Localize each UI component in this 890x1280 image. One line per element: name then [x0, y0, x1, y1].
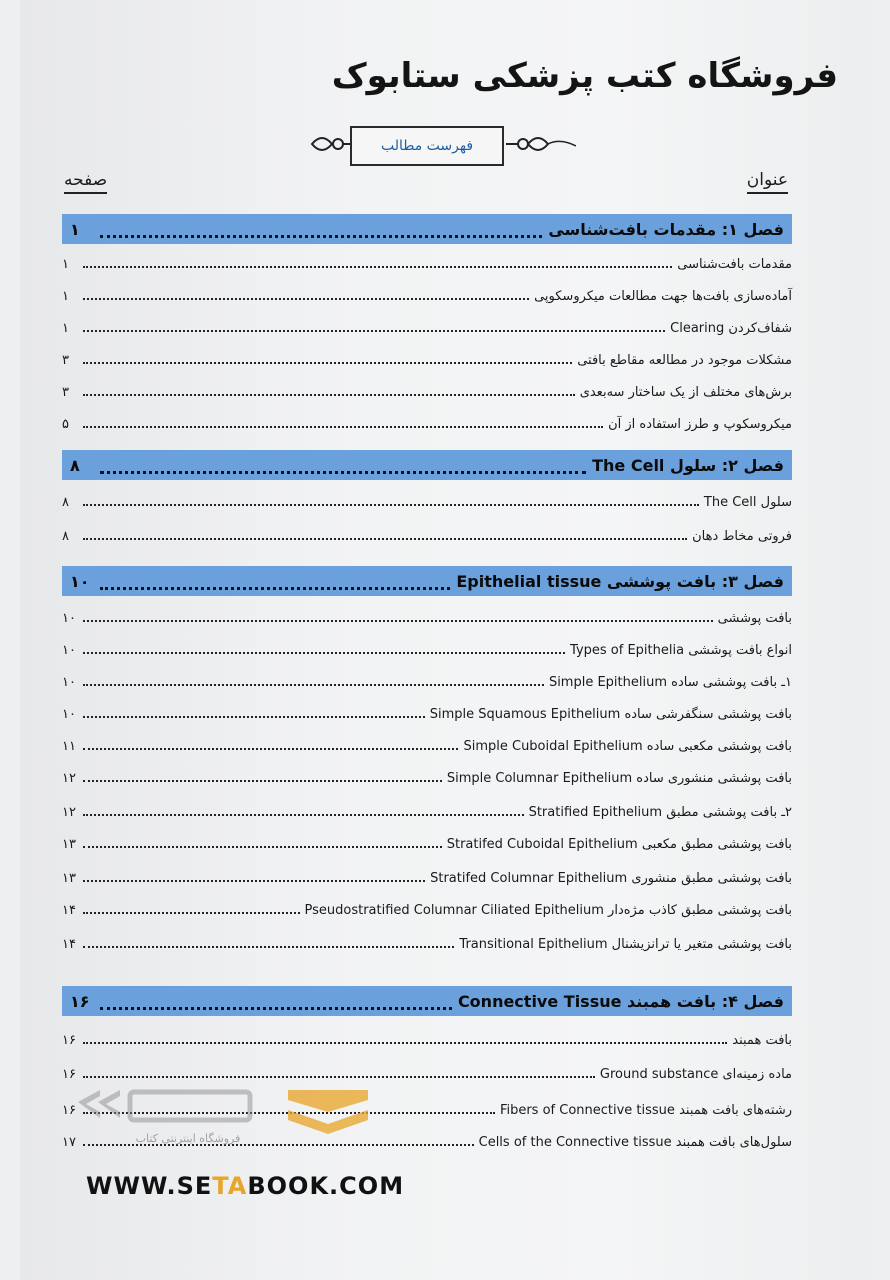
entry-title: بافت پوششی مطبق کاذب مژه‌دار Pseudostratified Columnar Ciliated Epithelium: [304, 903, 792, 918]
entry-title: بافت همبند: [732, 1033, 792, 1048]
leader-dots: [83, 1042, 727, 1044]
entry-title: برش‌های مختلف از یک ساختار سه‌بعدی: [579, 385, 792, 400]
chapter-title: فصل ۴: بافت همبند Connective Tissue: [457, 991, 784, 1011]
entry-title: ۱ـ بافت پوششی ساده Simple Epithelium: [548, 675, 792, 690]
toc-entry[interactable]: [62, 520, 792, 544]
chapter-2-heading[interactable]: [62, 450, 792, 480]
chapter-title: فصل ۱: مقدمات بافت‌شناسی: [548, 219, 784, 239]
entry-page: ۱۴: [62, 903, 76, 918]
leader-dots: [83, 652, 565, 654]
entry-title: شفاف‌کردن Clearing: [670, 321, 792, 336]
left-ornament-icon: [310, 130, 354, 158]
entry-page: ۸: [62, 495, 69, 510]
entry-title: بافت پوششی مکعبی ساده Simple Cuboidal Epithelium: [463, 739, 792, 754]
entry-title: مقدمات بافت‌شناسی: [677, 257, 792, 272]
toc-entry[interactable]: [62, 1024, 792, 1048]
chapter-page: ۱۶: [70, 991, 90, 1011]
toc-banner: [310, 122, 580, 168]
chapter-title: فصل ۳: بافت پوششی Epithelial tissue: [456, 571, 784, 591]
leader-dots: [83, 684, 544, 686]
entry-page: ۱: [62, 289, 69, 304]
leader-dots: [83, 846, 442, 848]
chapter-title: فصل ۲: سلول The Cell: [592, 455, 784, 475]
toc-entry[interactable]: [62, 894, 792, 918]
toc-entry[interactable]: [62, 248, 792, 272]
store-title: فروشگاه کتب پزشکی ستابوک: [331, 56, 838, 96]
entry-page: ۱۶: [62, 1067, 76, 1082]
leader-dots: [83, 330, 665, 332]
entry-page: ۱۱: [62, 739, 76, 754]
leader-dots: [83, 266, 672, 268]
leader-dots: [83, 880, 425, 882]
toc-entry[interactable]: [62, 698, 792, 722]
chapter-page: ۱: [70, 219, 80, 239]
entry-title: بافت پوششی منشوری ساده Simple Columnar Epithelium: [446, 771, 792, 786]
setabook-logo-icon: [68, 1082, 388, 1152]
entry-page: ۵: [62, 417, 69, 432]
toc-entry[interactable]: [62, 312, 792, 336]
leader-dots: [83, 620, 713, 622]
entry-title: آماده‌سازی بافت‌ها جهت مطالعات میکروسکوپی: [534, 289, 792, 304]
leader-dots: [83, 538, 687, 540]
chapter-page: ۸: [70, 455, 80, 475]
leader-dots: [83, 748, 458, 750]
entry-title: رشته‌های بافت همبند Fibers of Connective tissue: [499, 1103, 792, 1118]
leader-dots: [83, 394, 575, 396]
entry-title: ماده زمینه‌ای Ground substance: [599, 1067, 792, 1082]
leader-dots: [83, 814, 524, 816]
entry-page: ۱۲: [62, 805, 76, 820]
leader-dots: [83, 362, 572, 364]
url-part: BOOK.COM: [247, 1172, 405, 1200]
leader-dots: [83, 504, 699, 506]
column-title-header: عنوان: [747, 170, 788, 194]
toc-entry[interactable]: [62, 602, 792, 626]
toc-entry[interactable]: [62, 828, 792, 852]
entry-title: سلول‌های بافت همبند Cells of the Connective tissue: [478, 1135, 792, 1150]
toc-entry[interactable]: [62, 634, 792, 658]
entry-title: مشکلات موجود در مطالعه مقاطع بافتی: [577, 353, 792, 368]
entry-page: ۱۶: [62, 1103, 76, 1118]
toc-entry[interactable]: [62, 762, 792, 786]
entry-page: ۱: [62, 321, 69, 336]
chapter-3-heading[interactable]: [62, 566, 792, 596]
entry-title: سلول The Cell: [703, 495, 792, 510]
url-accent: TA: [212, 1172, 248, 1200]
toc-entry[interactable]: [62, 862, 792, 886]
entry-page: ۱۳: [62, 871, 76, 886]
entry-page: ۱۳: [62, 837, 76, 852]
entry-page: ۱۰: [62, 611, 76, 626]
leader-dots: [83, 716, 425, 718]
entry-page: ۱: [62, 257, 69, 272]
toc-entry[interactable]: [62, 928, 792, 952]
entry-title: انواع بافت پوششی Types of Epithelia: [570, 643, 792, 658]
entry-page: ۳: [62, 353, 69, 368]
leader-dots: [83, 946, 454, 948]
toc-entry[interactable]: [62, 1058, 792, 1082]
right-ornament-icon: [506, 130, 576, 158]
entry-page: ۱۴: [62, 937, 76, 952]
logo-subtext: فروشگاه اینترنتی کتاب: [135, 1132, 241, 1145]
toc-entry[interactable]: [62, 666, 792, 690]
leader-dots: [83, 426, 603, 428]
toc-entry[interactable]: [62, 796, 792, 820]
chapter-1-heading[interactable]: [62, 214, 792, 244]
chapter-page: ۱۰: [70, 571, 90, 591]
entry-page: ۳: [62, 385, 69, 400]
entry-title: بافت پوششی متغیر یا ترانزیشنال Transitional Epithelium: [459, 937, 792, 952]
entry-page: ۱۰: [62, 643, 76, 658]
entry-page: ۱۷: [62, 1135, 76, 1150]
entry-title: میکروسکوپ و طرز استفاده از آن: [608, 417, 792, 432]
entry-title: ۲ـ بافت پوششی مطبق Stratified Epithelium: [528, 805, 792, 820]
entry-title: بافت پوششی مطبق منشوری Stratifed Columnar Epithelium: [430, 871, 792, 886]
toc-entry[interactable]: [62, 376, 792, 400]
entry-title: بافت پوششی سنگفرشی ساده Simple Squamous Epithelium: [429, 707, 792, 722]
leader-dots: [83, 298, 529, 300]
leader-dots: [100, 993, 452, 1010]
entry-title: فروتی مخاط دهان: [692, 529, 792, 544]
entry-title: بافت پوششی: [717, 611, 792, 626]
column-page-header: صفحه: [64, 170, 107, 194]
toc-label: فهرست مطالب: [350, 126, 504, 166]
toc-entry[interactable]: [62, 280, 792, 304]
entry-page: ۸: [62, 529, 69, 544]
leader-dots: [100, 573, 450, 590]
entry-page: ۱۲: [62, 771, 76, 786]
leader-dots: [83, 780, 442, 782]
leader-dots: [100, 221, 542, 238]
toc-entry[interactable]: [62, 486, 792, 510]
toc-entry[interactable]: [62, 730, 792, 754]
setabook-url: [86, 1172, 404, 1200]
leader-dots: [83, 1076, 595, 1078]
leader-dots: [100, 457, 586, 474]
url-part: WWW.SE: [86, 1172, 213, 1200]
entry-page: ۱۰: [62, 675, 76, 690]
toc-entry[interactable]: [62, 344, 792, 368]
entry-page: ۱۶: [62, 1033, 76, 1048]
chapter-4-heading[interactable]: [62, 986, 792, 1016]
leader-dots: [83, 912, 300, 914]
toc-entry[interactable]: [62, 408, 792, 432]
entry-title: بافت پوششی مطبق مکعبی Stratifed Cuboidal Epithelium: [446, 837, 792, 852]
entry-page: ۱۰: [62, 707, 76, 722]
